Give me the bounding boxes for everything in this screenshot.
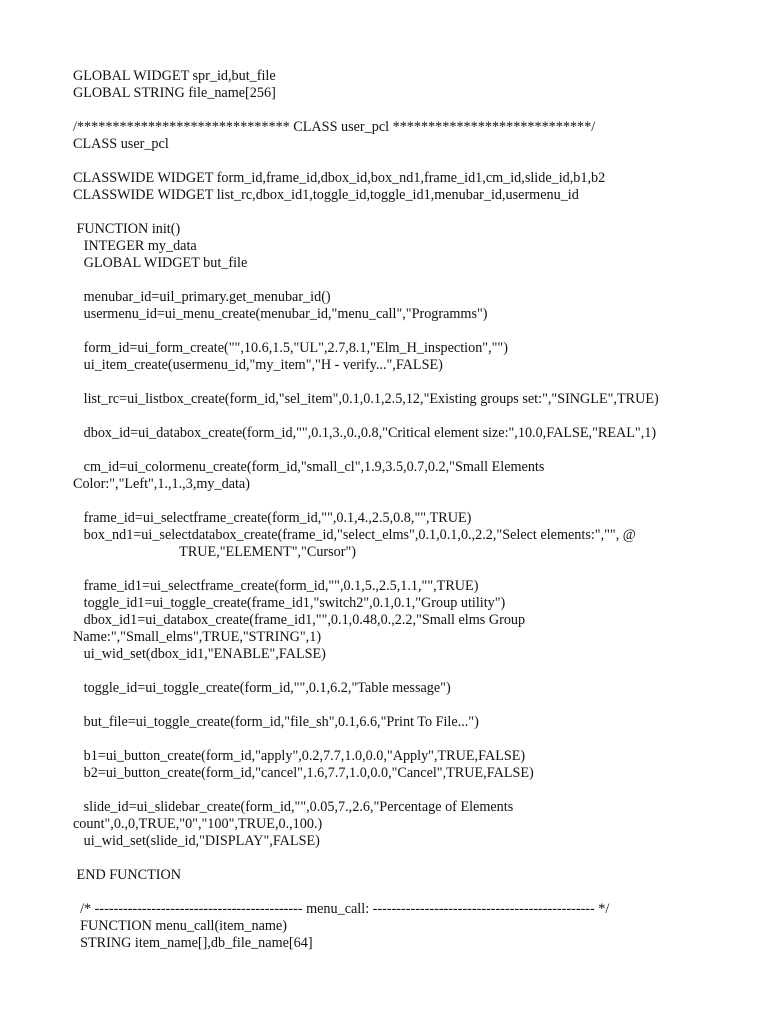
code-line: END FUNCTION	[73, 867, 181, 883]
code-line: Color:","Left",1.,1.,3,my_data)	[73, 476, 250, 492]
code-line: Name:","Small_elms",TRUE,"STRING",1)	[73, 629, 322, 645]
code-line: CLASSWIDE WIDGET form_id,frame_id,dbox_id,box_nd1,frame_id1,cm_id,slide_id,b1,b2	[73, 170, 606, 186]
code-line: dbox_id=ui_databox_create(form_id,"",0.1,3.,0.,0.8,"Critical element size:",10.0,FALSE,"REAL",1)	[73, 425, 657, 441]
code-line: menubar_id=uil_primary.get_menubar_id()	[73, 289, 331, 305]
code-line	[73, 102, 753, 119]
code-line	[73, 408, 753, 425]
code-line: ui_wid_set(slide_id,"DISPLAY",FALSE)	[73, 833, 320, 849]
code-line: dbox_id1=ui_databox_create(frame_id1,"",0.1,0.48,0.,2.2,"Small elms Group	[73, 612, 526, 628]
code-line	[73, 850, 753, 867]
code-line	[73, 782, 753, 799]
code-line	[73, 731, 753, 748]
code-line: ui_wid_set(dbox_id1,"ENABLE",FALSE)	[73, 646, 326, 662]
code-line	[73, 204, 753, 221]
code-line: toggle_id=ui_toggle_create(form_id,"",0.1,6.2,"Table message")	[73, 680, 451, 696]
code-line: FUNCTION init()	[73, 221, 181, 237]
code-line: GLOBAL WIDGET spr_id,but_file	[73, 68, 276, 84]
code-line: form_id=ui_form_create("",10.6,1.5,"UL",2.7,8.1,"Elm_H_inspection","")	[73, 340, 508, 356]
code-line: INTEGER my_data	[73, 238, 197, 254]
code-listing	[73, 68, 753, 952]
code-line: CLASSWIDE WIDGET list_rc,dbox_id1,toggle_id,toggle_id1,menubar_id,usermenu_id	[73, 187, 579, 203]
code-line	[73, 374, 753, 391]
code-line: FUNCTION menu_call(item_name)	[73, 918, 287, 934]
code-line: GLOBAL WIDGET but_file	[73, 255, 248, 271]
code-line: TRUE,"ELEMENT","Cursor")	[73, 544, 356, 560]
code-line: cm_id=ui_colormenu_create(form_id,"small_cl",1.9,3.5,0.7,0.2,"Small Elements	[73, 459, 545, 475]
code-line: frame_id=ui_selectframe_create(form_id,"",0.1,4.,2.5,0.8,"",TRUE)	[73, 510, 472, 526]
code-line: count",0.,0,TRUE,"0","100",TRUE,0.,100.)	[73, 816, 323, 832]
code-line: b1=ui_button_create(form_id,"apply",0.2,7.7,1.0,0.0,"Apply",TRUE,FALSE)	[73, 748, 526, 764]
code-line	[73, 561, 753, 578]
code-line: GLOBAL STRING file_name[256]	[73, 85, 276, 101]
code-line: CLASS user_pcl	[73, 136, 169, 152]
code-line: usermenu_id=ui_menu_create(menubar_id,"menu_call","Programms")	[73, 306, 488, 322]
code-line: STRING item_name[],db_file_name[64]	[73, 935, 313, 951]
code-line	[73, 493, 753, 510]
code-line: /* -------------------------------------------- menu_call: ----------------------------------------------- */	[73, 901, 610, 917]
code-line	[73, 884, 753, 901]
code-line: toggle_id1=ui_toggle_create(frame_id1,"switch2",0.1,0.1,"Group utility")	[73, 595, 506, 611]
code-line: but_file=ui_toggle_create(form_id,"file_sh",0.1,6.6,"Print To File...")	[73, 714, 479, 730]
code-line: list_rc=ui_listbox_create(form_id,"sel_item",0.1,0.1,2.5,12,"Existing groups set:","SINGLE",TRUE)	[73, 391, 659, 407]
code-line: ui_item_create(usermenu_id,"my_item","H - verify...",FALSE)	[73, 357, 443, 373]
code-line: box_nd1=ui_selectdatabox_create(frame_id,"select_elms",0.1,0.1,0.,2.2,"Select elements:","", @	[73, 527, 636, 543]
code-line: frame_id1=ui_selectframe_create(form_id,"",0.1,5.,2.5,1.1,"",TRUE)	[73, 578, 479, 594]
code-line	[73, 323, 753, 340]
code-line: slide_id=ui_slidebar_create(form_id,"",0.05,7.,2.6,"Percentage of Elements	[73, 799, 514, 815]
code-line	[73, 272, 753, 289]
code-line: b2=ui_button_create(form_id,"cancel",1.6,7.7,1.0,0.0,"Cancel",TRUE,FALSE)	[73, 765, 534, 781]
code-line	[73, 153, 753, 170]
code-line	[73, 442, 753, 459]
code-line	[73, 697, 753, 714]
code-line: /****************************** CLASS user_pcl ****************************/	[73, 119, 596, 135]
code-line	[73, 663, 753, 680]
